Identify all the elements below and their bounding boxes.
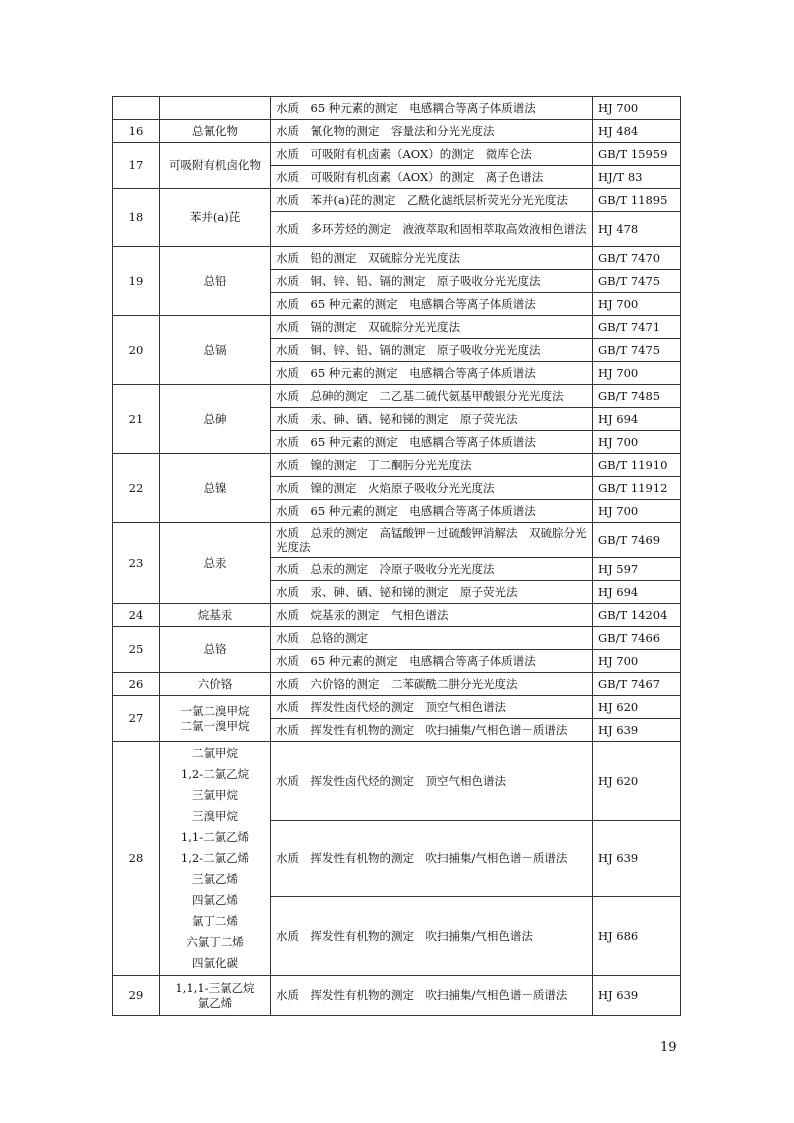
item-number: 28	[113, 742, 160, 976]
table-row	[113, 97, 681, 120]
standard-number: HJ/T 83	[593, 166, 681, 189]
substance-name	[160, 604, 271, 627]
standard-number: HJ 639	[593, 976, 681, 1016]
standard-number: HJ 597	[593, 558, 681, 581]
item-number: 29	[113, 976, 160, 1016]
substance-line: 二氯一溴甲烷	[180, 718, 250, 733]
substance-line: 总铬	[203, 642, 227, 657]
table-row	[113, 454, 681, 477]
standard-number: HJ 694	[593, 408, 681, 431]
substance-line: 三溴甲烷	[192, 809, 238, 823]
substance-line: 一氯二溴甲烷	[180, 704, 250, 719]
table-row	[113, 523, 681, 558]
method-name: 水质 可吸附有机卤素（AOX）的测定 离子色谱法	[271, 166, 593, 189]
item-number: 21	[113, 385, 160, 454]
standard-number: GB/T 7467	[593, 673, 681, 696]
method-name: 水质 铜、锌、铅、镉的测定 原子吸收分光光度法	[271, 270, 593, 293]
substance-line: 可吸附有机卤化物	[169, 158, 261, 173]
method-name: 水质 65 种元素的测定 电感耦合等离子体质谱法	[271, 362, 593, 385]
method-name: 水质 挥发性有机物的测定 吹扫捕集/气相色谱－质谱法	[271, 719, 593, 742]
method-name: 水质 总汞的测定 高锰酸钾－过硫酸钾消解法 双硫腙分光光度法	[271, 523, 593, 558]
standard-number: HJ 700	[593, 500, 681, 523]
substance-line: 总氰化物	[192, 123, 238, 138]
table-body	[113, 97, 681, 1016]
table-row	[113, 120, 681, 143]
substance-name	[160, 316, 271, 385]
item-number: 17	[113, 143, 160, 189]
table-row	[113, 189, 681, 212]
standard-number: HJ 686	[593, 897, 681, 976]
substance-line: 烷基汞	[197, 607, 233, 622]
method-name: 水质 总砷的测定 二乙基二硫代氨基甲酸银分光光度法	[271, 385, 593, 408]
substance-line: 二氯甲烷	[192, 746, 238, 760]
standard-number: GB/T 15959	[593, 143, 681, 166]
standard-number: HJ 700	[593, 362, 681, 385]
substance-name	[160, 385, 271, 454]
table-row	[113, 143, 681, 166]
table-row	[113, 604, 681, 627]
item-number: 19	[113, 247, 160, 316]
substance-line: 四氯乙烯	[192, 893, 238, 907]
standard-number: GB/T 7469	[593, 523, 681, 558]
table-row	[113, 385, 681, 408]
standard-number: HJ 639	[593, 719, 681, 742]
substance-line: 氯丁二烯	[192, 914, 238, 928]
table-row	[113, 673, 681, 696]
standard-number: HJ 620	[593, 696, 681, 719]
item-number: 22	[113, 454, 160, 523]
substance-line: 总镍	[203, 480, 227, 495]
standard-number: GB/T 7485	[593, 385, 681, 408]
table-row	[113, 696, 681, 719]
method-name: 水质 汞、砷、硒、铋和锑的测定 原子荧光法	[271, 408, 593, 431]
standard-number: HJ 700	[593, 431, 681, 454]
method-name: 水质 65 种元素的测定 电感耦合等离子体质谱法	[271, 500, 593, 523]
method-name: 水质 镍的测定 火焰原子吸收分光光度法	[271, 477, 593, 500]
method-name: 水质 65 种元素的测定 电感耦合等离子体质谱法	[271, 293, 593, 316]
method-name: 水质 挥发性有机物的测定 吹扫捕集/气相色谱法	[271, 897, 593, 976]
method-name: 水质 总汞的测定 冷原子吸收分光光度法	[271, 558, 593, 581]
item-number: 16	[113, 120, 160, 143]
method-name: 水质 六价铬的测定 二苯碳酰二肼分光光度法	[271, 673, 593, 696]
substance-name	[160, 976, 271, 1016]
table-row	[113, 247, 681, 270]
method-name: 水质 可吸附有机卤素（AOX）的测定 微库仑法	[271, 143, 593, 166]
standard-number: GB/T 7466	[593, 627, 681, 650]
substance-name	[160, 523, 271, 604]
method-name: 水质 汞、砷、硒、铋和锑的测定 原子荧光法	[271, 581, 593, 604]
substance-name	[160, 247, 271, 316]
page-number: 19	[660, 1040, 677, 1055]
method-name: 水质 氰化物的测定 容量法和分光光度法	[271, 120, 593, 143]
substance-line: 三氯甲烷	[192, 788, 238, 802]
substance-line: 1,2-二氯乙烷	[180, 767, 250, 781]
standard-number: HJ 484	[593, 120, 681, 143]
item-number	[113, 97, 160, 120]
substance-name	[160, 120, 271, 143]
substance-name	[160, 696, 271, 742]
substance-name	[160, 673, 271, 696]
substance-line: 1,2-二氯乙烯	[180, 851, 250, 865]
substance-line: 苯并(a)芘	[189, 210, 241, 225]
standards-table	[112, 96, 681, 1016]
substance-line: 四氯化碳	[192, 956, 238, 970]
table-row	[113, 976, 681, 1016]
item-number: 23	[113, 523, 160, 604]
substance-line: 三氯乙烯	[192, 872, 238, 886]
standard-number: GB/T 11912	[593, 477, 681, 500]
method-name: 水质 65 种元素的测定 电感耦合等离子体质谱法	[271, 650, 593, 673]
substance-line: 总镉	[203, 342, 227, 357]
method-name: 水质 总铬的测定	[271, 627, 593, 650]
standard-number: GB/T 7475	[593, 270, 681, 293]
method-name: 水质 挥发性有机物的测定 吹扫捕集/气相色谱－质谱法	[271, 976, 593, 1016]
method-name: 水质 挥发性卤代烃的测定 顶空气相色谱法	[271, 696, 593, 719]
standard-number: HJ 694	[593, 581, 681, 604]
standard-number: HJ 700	[593, 650, 681, 673]
substance-line: 六氯丁二烯	[186, 935, 244, 949]
item-number: 20	[113, 316, 160, 385]
method-name: 水质 镍的测定 丁二酮肟分光光度法	[271, 454, 593, 477]
substance-line: 六价铬	[197, 676, 233, 691]
standard-number: GB/T 7471	[593, 316, 681, 339]
item-number: 25	[113, 627, 160, 673]
standard-number: GB/T 11910	[593, 454, 681, 477]
substance-name	[160, 143, 271, 189]
standard-number: GB/T 14204	[593, 604, 681, 627]
method-name: 水质 挥发性卤代烃的测定 顶空气相色谱法	[271, 742, 593, 821]
substance-line: 1,1-二氯乙烯	[180, 830, 250, 844]
item-number: 24	[113, 604, 160, 627]
standard-number: HJ 700	[593, 97, 681, 120]
standard-number: GB/T 7470	[593, 247, 681, 270]
substance-name	[160, 454, 271, 523]
standard-number: HJ 620	[593, 742, 681, 821]
method-name: 水质 铜、锌、铅、镉的测定 原子吸收分光光度法	[271, 339, 593, 362]
method-name: 水质 镉的测定 双硫腙分光光度法	[271, 316, 593, 339]
substance-line: 1,1,1-三氯乙烷	[175, 981, 255, 996]
table-row	[113, 316, 681, 339]
substance-line: 氯乙烯	[197, 995, 233, 1010]
substance-name	[160, 189, 271, 247]
item-number: 26	[113, 673, 160, 696]
substance-line: 总汞	[203, 555, 227, 570]
standard-number: HJ 478	[593, 212, 681, 247]
method-name: 水质 65 种元素的测定 电感耦合等离子体质谱法	[271, 431, 593, 454]
method-name: 水质 多环芳烃的测定 液液萃取和固相萃取高效液相色谱法	[271, 212, 593, 247]
table-row	[113, 742, 681, 821]
substance-line: 总砷	[203, 411, 227, 426]
substance-name	[160, 742, 271, 976]
standard-number: GB/T 11895	[593, 189, 681, 212]
item-number: 27	[113, 696, 160, 742]
substance-line: 总铅	[203, 273, 227, 288]
substance-name	[160, 97, 271, 120]
method-name: 水质 挥发性有机物的测定 吹扫捕集/气相色谱－质谱法	[271, 820, 593, 897]
item-number: 18	[113, 189, 160, 247]
table-row	[113, 627, 681, 650]
standard-number: GB/T 7475	[593, 339, 681, 362]
standard-number: HJ 639	[593, 820, 681, 897]
method-name: 水质 苯并(a)芘的测定 乙酰化滤纸层析荧光分光光度法	[271, 189, 593, 212]
method-name: 水质 烷基汞的测定 气相色谱法	[271, 604, 593, 627]
substance-name	[160, 627, 271, 673]
standard-number: HJ 700	[593, 293, 681, 316]
method-name: 水质 65 种元素的测定 电感耦合等离子体质谱法	[271, 97, 593, 120]
method-name: 水质 铅的测定 双硫腙分光光度法	[271, 247, 593, 270]
